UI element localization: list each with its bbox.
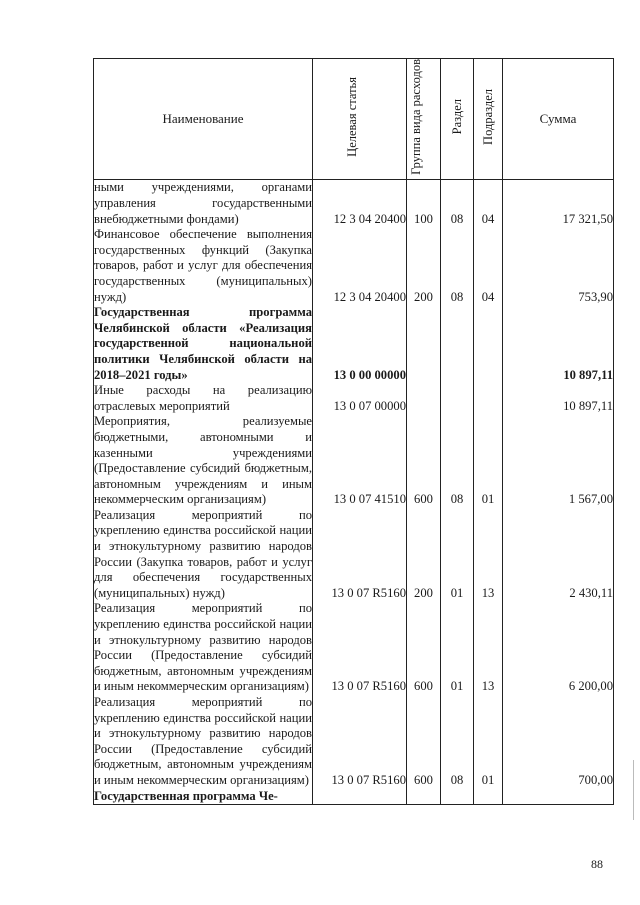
row-amount: 17 321,50 — [503, 180, 614, 227]
row-name: Реализация мероприятий по укреплению единства российской нации и этнокультурному развитию народов России (Предоставление субсидий бюджетным, автономным учреждениям и иным некоммерческим организациям) — [94, 695, 312, 787]
row-target-article: 13 0 00 00000 — [313, 305, 407, 383]
row-target-article: 12 3 04 20400 — [313, 227, 407, 305]
table-header-row — [94, 59, 614, 180]
header-expense-group: Группа вида расходов — [407, 59, 441, 180]
table-row — [94, 789, 614, 805]
table-row — [94, 414, 614, 508]
row-expense-group — [407, 383, 441, 414]
row-target-article: 12 3 04 20400 — [313, 180, 407, 227]
row-expense-group: 600 — [407, 695, 441, 789]
table-row — [94, 508, 614, 602]
page-number: 88 — [591, 857, 603, 871]
row-amount — [503, 789, 614, 805]
row-section: 08 — [441, 180, 474, 227]
row-amount: 753,90 — [503, 227, 614, 305]
row-amount: 6 200,00 — [503, 601, 614, 695]
row-expense-group — [407, 305, 441, 383]
row-section: 01 — [441, 601, 474, 695]
row-name: Финансовое обеспечение выполнения государственных функций (Закупка товаров, работ и услуг для обеспечения государственных (муниципальных) нужд) — [94, 227, 312, 304]
row-section — [441, 789, 474, 805]
row-subsection: 01 — [474, 695, 503, 789]
row-expense-group: 200 — [407, 227, 441, 305]
row-amount: 2 430,11 — [503, 508, 614, 602]
row-target-article: 13 0 07 41510 — [313, 414, 407, 508]
row-subsection — [474, 789, 503, 805]
row-expense-group — [407, 789, 441, 805]
row-subsection: 04 — [474, 180, 503, 227]
table-row — [94, 305, 614, 383]
header-section: Раздел — [441, 59, 474, 180]
row-expense-group: 600 — [407, 414, 441, 508]
row-section: 08 — [441, 227, 474, 305]
row-target-article: 13 0 07 R5160 — [313, 508, 407, 602]
row-name: Государственная программа Че- — [94, 789, 313, 805]
row-name: Государственная программа Челябинской области «Реализация государственной национальной политики Челябинской области на 2018–2021 годы» — [94, 305, 312, 382]
row-name: ными учреждениями, органами управления государственными внебюджетными фондами) — [94, 180, 312, 226]
row-section: 08 — [441, 414, 474, 508]
table-row — [94, 383, 614, 414]
table-row — [94, 695, 614, 789]
row-target-article — [313, 789, 407, 805]
row-section — [441, 383, 474, 414]
header-target-article: Целевая статья — [313, 59, 407, 180]
row-name: Реализация мероприятий по укреплению единства российской нации и этнокультурному развитию народов России (Предоставление субсидий бюджетным, автономным учреждениям и иным некоммерческим организациям) — [94, 601, 312, 694]
row-amount: 700,00 — [503, 695, 614, 789]
row-amount: 1 567,00 — [503, 414, 614, 508]
row-expense-group: 200 — [407, 508, 441, 602]
table-row — [94, 601, 614, 695]
row-amount: 10 897,11 — [503, 305, 614, 383]
row-subsection — [474, 305, 503, 383]
row-subsection: 04 — [474, 227, 503, 305]
row-section — [441, 305, 474, 383]
row-subsection: 01 — [474, 414, 503, 508]
table-row — [94, 227, 614, 305]
scan-edge-mark — [633, 760, 634, 820]
row-subsection — [474, 383, 503, 414]
row-section: 01 — [441, 508, 474, 602]
row-target-article: 13 0 07 R5160 — [313, 695, 407, 789]
row-subsection: 13 — [474, 508, 503, 602]
row-section: 08 — [441, 695, 474, 789]
row-target-article: 13 0 07 00000 — [313, 383, 407, 414]
row-subsection: 13 — [474, 601, 503, 695]
row-name: Реализация мероприятий по укреплению единства российской нации и этнокультурному развитию народов России (Закупка товаров, работ и услуг для обеспечения государственных (муниципальных) нужд) — [94, 507, 312, 600]
header-subsection: Подраздел — [474, 59, 503, 180]
budget-table — [93, 58, 614, 805]
header-amount: Сумма — [503, 59, 614, 180]
row-amount: 10 897,11 — [503, 383, 614, 414]
row-target-article: 13 0 07 R5160 — [313, 601, 407, 695]
row-name: Иные расходы на реализацию отраслевых мероприятий — [94, 383, 312, 413]
row-name: Мероприятия, реализуемые бюджетными, автономными и казенными учреждениями (Предоставление субсидий бюджетным, автономным учреждениям и иным некоммерческим организациям) — [94, 414, 312, 507]
row-expense-group: 600 — [407, 601, 441, 695]
header-name: Наименование — [94, 59, 313, 180]
row-expense-group: 100 — [407, 180, 441, 227]
table-row — [94, 180, 614, 227]
